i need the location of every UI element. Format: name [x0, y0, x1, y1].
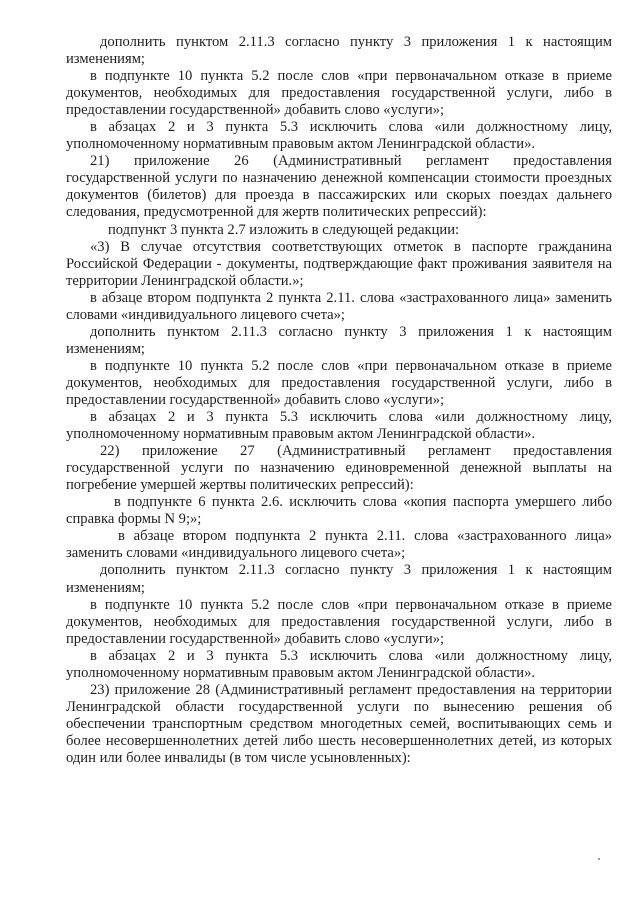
- paragraph: в абзацах 2 и 3 пункта 5.3 исключить слова «или должностному лицу, уполномоченному нормативным правовым актом Ленинградской области».: [66, 119, 612, 153]
- document-page: [66, 34, 612, 767]
- paragraph: в абзацах 2 и 3 пункта 5.3 исключить слова «или должностному лицу, уполномоченному нормативным правовым актом Ленинградской области».: [66, 409, 612, 443]
- paragraph: дополнить пунктом 2.11.3 согласно пункту 3 приложения 1 к настоящим изменениям;: [66, 34, 612, 68]
- paragraph: дополнить пунктом 2.11.3 согласно пункту 3 приложения 1 к настоящим изменениям;: [66, 562, 612, 596]
- paragraph: в подпункте 10 пункта 5.2 после слов «при первоначальном отказе в приеме документов, необходимых для предоставления государственной услуги, либо в предоставлении государственной» добавить слово «услуги»;: [66, 68, 612, 119]
- scan-speck: [598, 858, 600, 860]
- paragraph: «3) В случае отсутствия соответствующих отметок в паспорте гражданина Российской Федерации - документы, подтверждающие факт проживания заявителя на территории Ленинградской области.»;: [66, 238, 612, 289]
- paragraph: в подпункте 6 пункта 2.6. исключить слова «копия паспорта умершего либо справка формы N 9;»;: [66, 494, 612, 528]
- paragraph: в абзаце втором подпункта 2 пункта 2.11. слова «застрахованного лица» заменить словами «индивидуального лицевого счета»;: [66, 289, 612, 323]
- paragraph: 21) приложение 26 (Административный регламент предоставления государственной услуги по назначению денежной компенсации стоимости проездных документов (билетов) для проезда в пассажирских или скорых поездах дальнего следования, предусмотренной для жертв политических репрессий):: [66, 153, 612, 221]
- paragraph: в абзаце втором подпункта 2 пункта 2.11. слова «застрахованного лица» заменить словами «индивидуального лицевого счета»;: [66, 528, 612, 562]
- paragraph: 23) приложение 28 (Административный регламент предоставления на территории Ленинградской области государственной услуги по вынесению решения об обеспечении транспортным средством многодетных семей, воспитывающих семь и более несовершеннолетних детей либо шесть несовершеннолетних детей, из которых один или более инвалиды (в том числе усыновленных):: [66, 681, 612, 766]
- paragraph: подпункт 3 пункта 2.7 изложить в следующей редакции:: [108, 221, 460, 238]
- paragraph: в подпункте 10 пункта 5.2 после слов «при первоначальном отказе в приеме документов, необходимых для предоставления государственной услуги, либо в предоставлении государственной» добавить слово «услуги»;: [66, 596, 612, 647]
- paragraph: дополнить пунктом 2.11.3 согласно пункту 3 приложения 1 к настоящим изменениям;: [66, 323, 612, 357]
- paragraph: в подпункте 10 пункта 5.2 после слов «при первоначальном отказе в приеме документов, необходимых для предоставления государственной услуги, либо в предоставлении государственной» добавить слово «услуги»;: [66, 357, 612, 408]
- paragraph: в абзацах 2 и 3 пункта 5.3 исключить слова «или должностному лицу, уполномоченному нормативным правовым актом Ленинградской области».: [66, 647, 612, 681]
- paragraph: 22) приложение 27 (Административный регламент предоставления государственной услуги по назначению единовременной денежной выплаты на погребение умершей жертвы политических репрессий):: [66, 443, 612, 494]
